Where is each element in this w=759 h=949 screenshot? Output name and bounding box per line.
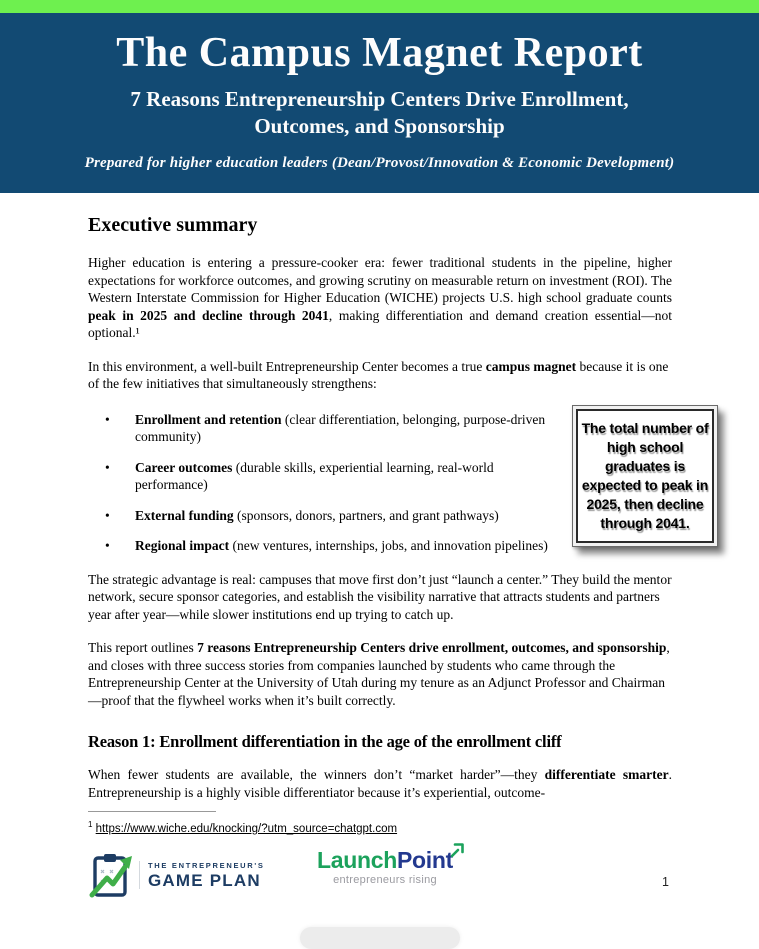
footnote-divider <box>88 811 216 812</box>
paragraph-pressure-cooker: Higher education is entering a pressure-cooker era: fewer traditional students in the pipeline, higher expectations for workforce outcomes, and growing scrutiny on measurable return on investment (ROI). The Western Interstate Commission for Higher Education (WICHE) projects U.S. high school graduate counts peak in 2025 and decline through 2041, making differentiation and demand creation essential—not optional.¹ <box>88 255 673 340</box>
callout-box-frame <box>576 409 714 543</box>
bullet-marker: • <box>105 538 110 553</box>
paragraph-report-outline: This report outlines 7 reasons Entrepreneurship Centers drive enrollment, outcomes, and sponsorship, and closes with three success stories from companies launched by students who came through the Entrepreneurship Center at the University of Utah during my tenure as an Adjunct Professor and Chairman—proof that the flywheel works when it’s built correctly. <box>88 640 670 708</box>
list-item-text: External funding (sponsors, donors, partners, and grant pathways) <box>135 507 499 523</box>
prepared-for-line: Prepared for higher education leaders (Dean/Provost/Innovation & Economic Development) <box>84 155 675 171</box>
launchpoint-word-point: Point <box>396 846 453 873</box>
footnote-line <box>88 820 672 835</box>
list-item-career <box>105 459 552 494</box>
list-item-text: Regional impact (new ventures, internships, jobs, and innovation pipelines) <box>135 538 548 553</box>
gameplan-tagline: THE ENTREPRENEUR'S <box>148 860 265 870</box>
paragraph-campus-magnet: In this environment, a well-built Entrepreneurship Center becomes a true campus magnet because it is one of the few initiatives that simultaneously strengthens: <box>88 358 669 391</box>
launchpoint-tagline: entrepreneurs rising <box>333 874 437 887</box>
report-subtitle: 7 Reasons Entrepreneurship Centers Drive Enrollment, Outcomes, and Sponsorship <box>130 87 629 138</box>
footnote-link[interactable]: https://www.wiche.edu/knocking/?utm_source=chatgpt.com <box>95 822 398 835</box>
bullet-marker: • <box>105 507 110 523</box>
page-footer <box>88 848 672 910</box>
callout-text: The total number of high school graduates is expected to peak in 2025, then decline through 2041. <box>581 419 709 531</box>
report-header <box>0 13 759 193</box>
top-accent-bar <box>0 0 759 13</box>
clipboard-growth-icon <box>88 851 134 899</box>
launchpoint-logo <box>300 848 470 886</box>
paragraph-differentiate-smarter: When fewer students are available, the winners don’t “market harder”—they differentiate smarter. Entrepreneurship is a highly visible differentiator because it’s experiential, outcome- <box>88 767 672 800</box>
launchpoint-arrow-icon <box>449 841 466 858</box>
list-item-enrollment <box>105 411 552 446</box>
reason1-heading: Reason 1: Enrollment differentiation in the age of the enrollment cliff <box>88 732 562 751</box>
footnote-marker: 1 <box>88 820 93 829</box>
launchpoint-word-launch: Launch <box>317 846 397 873</box>
bottom-toolbar-edge <box>300 927 460 949</box>
list-item-regional <box>105 537 552 555</box>
bullet-marker: • <box>105 459 110 475</box>
gameplan-logo <box>88 851 265 899</box>
footnote <box>88 811 672 835</box>
page-number: 1 <box>662 874 669 889</box>
list-item-text: Enrollment and retention (clear differentiation, belonging, purpose-driven community) <box>135 411 546 444</box>
document-body <box>0 214 759 910</box>
gameplan-wordmark <box>139 861 265 889</box>
paragraph-strategic-advantage: The strategic advantage is real: campuses that move first don’t just “launch a center.” They build the mentor network, secure sponsor categories, and establish the visibility narrative that attracts students and partners year after year—while slower institutions end up trying to catch up. <box>88 571 672 622</box>
bullet-marker: • <box>105 411 110 427</box>
callout-box <box>572 405 718 547</box>
list-item-text: Career outcomes (durable skills, experiential learning, real-world performance) <box>135 459 494 492</box>
executive-summary-heading: Executive summary <box>88 214 258 236</box>
list-item-funding <box>105 507 552 525</box>
gameplan-name: GAME PLAN <box>148 870 261 890</box>
launchpoint-wordmark <box>317 848 453 873</box>
report-title: The Campus Magnet Report <box>116 30 643 76</box>
